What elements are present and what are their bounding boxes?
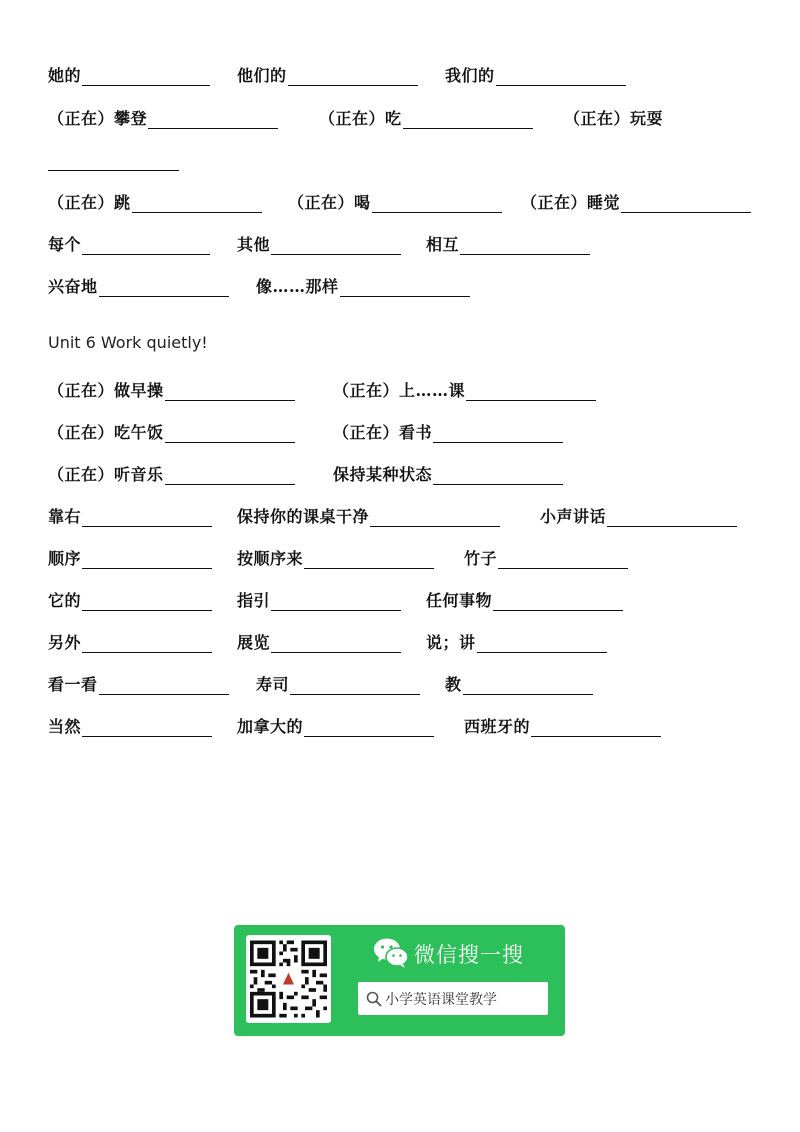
wechat-search-text: 小学英语课堂教学 — [385, 991, 497, 1008]
vocab-label: 相互 — [426, 235, 460, 254]
answer-blank[interactable] — [82, 634, 212, 653]
vocab-label: 像……那样 — [256, 277, 339, 296]
vocab-item — [48, 625, 212, 653]
vocab-label: 顺序 — [48, 549, 82, 568]
answer-blank[interactable] — [48, 152, 179, 171]
vocab-item — [540, 499, 737, 527]
answer-blank[interactable] — [271, 634, 401, 653]
worksheet-row — [0, 143, 800, 171]
answer-blank[interactable] — [82, 550, 212, 569]
vocab-label: 指引 — [237, 591, 271, 610]
vocab-label: 它的 — [48, 591, 82, 610]
worksheet-row — [0, 58, 800, 86]
answer-blank[interactable] — [271, 236, 401, 255]
answer-blank[interactable] — [82, 508, 212, 527]
worksheet-row — [0, 101, 800, 129]
answer-blank[interactable] — [466, 382, 596, 401]
vocab-item — [256, 269, 470, 297]
vocab-label: 其他 — [237, 235, 271, 254]
vocab-label: 竹子 — [464, 549, 498, 568]
vocab-label: 我们的 — [445, 66, 495, 85]
vocab-item — [521, 185, 751, 213]
vocab-item — [237, 583, 401, 611]
vocab-item — [48, 457, 295, 485]
vocab-item — [48, 269, 229, 297]
answer-blank[interactable] — [621, 194, 751, 213]
answer-blank[interactable] — [531, 718, 661, 737]
vocab-label: 每个 — [48, 235, 82, 254]
answer-blank[interactable] — [82, 67, 210, 86]
vocab-label: 说；讲 — [426, 633, 476, 652]
vocab-item — [256, 667, 420, 695]
worksheet-row — [0, 667, 800, 695]
vocab-label: 加拿大的 — [237, 717, 304, 736]
qr-code — [246, 935, 331, 1023]
vocab-label: （正在）吃 — [319, 109, 402, 128]
vocab-item — [48, 227, 210, 255]
vocab-label: 兴奋地 — [48, 277, 98, 296]
vocab-label: 保持你的课桌干净 — [237, 507, 370, 526]
vocab-label: （正在）睡觉 — [521, 193, 621, 212]
answer-blank[interactable] — [340, 278, 470, 297]
answer-blank[interactable] — [99, 278, 229, 297]
worksheet-row — [0, 269, 800, 297]
vocab-item — [48, 58, 210, 86]
answer-blank[interactable] — [132, 194, 262, 213]
vocab-label: 展览 — [237, 633, 271, 652]
qr-code-icon — [250, 940, 327, 1018]
vocab-item — [237, 499, 500, 527]
answer-blank[interactable] — [165, 424, 295, 443]
answer-blank[interactable] — [165, 466, 295, 485]
vocab-label: （正在）吃午饭 — [48, 423, 164, 442]
answer-blank[interactable] — [271, 592, 401, 611]
vocab-label: （正在）上……课 — [333, 381, 466, 400]
vocab-item — [48, 499, 212, 527]
vocab-item — [333, 373, 596, 401]
vocab-item — [48, 185, 262, 213]
vocab-item — [426, 625, 607, 653]
vocab-item — [48, 583, 212, 611]
vocab-label: 她的 — [48, 66, 82, 85]
vocab-item — [333, 415, 563, 443]
vocab-label: 西班牙的 — [464, 717, 531, 736]
vocab-item — [48, 415, 295, 443]
answer-blank[interactable] — [433, 466, 563, 485]
wechat-logo-icon — [373, 937, 409, 969]
vocab-label: 教 — [445, 675, 462, 694]
answer-blank[interactable] — [288, 67, 418, 86]
answer-blank[interactable] — [290, 676, 420, 695]
vocab-item — [237, 58, 418, 86]
vocab-item — [564, 101, 663, 129]
vocab-item — [464, 541, 628, 569]
vocab-label: 按顺序来 — [237, 549, 304, 568]
vocab-item — [48, 143, 179, 171]
answer-blank[interactable] — [493, 592, 623, 611]
vocab-label: （正在）听音乐 — [48, 465, 164, 484]
vocab-item — [426, 227, 590, 255]
vocab-item — [237, 709, 434, 737]
answer-blank[interactable] — [477, 634, 607, 653]
vocab-label: 他们的 — [237, 66, 287, 85]
vocab-item — [237, 625, 401, 653]
vocab-item — [48, 541, 212, 569]
vocab-item — [48, 709, 212, 737]
vocab-item — [319, 101, 533, 129]
vocab-label: （正在）做早操 — [48, 381, 164, 400]
vocab-item — [48, 373, 295, 401]
vocab-item — [48, 667, 229, 695]
worksheet-row — [0, 583, 800, 611]
wechat-search-card — [234, 925, 565, 1036]
vocab-label: 靠右 — [48, 507, 82, 526]
vocab-label: （正在）跳 — [48, 193, 131, 212]
worksheet-row — [0, 499, 800, 527]
vocab-label: 寿司 — [256, 675, 290, 694]
wechat-search-box[interactable] — [358, 982, 548, 1015]
vocab-label: 看一看 — [48, 675, 98, 694]
answer-blank[interactable] — [304, 718, 434, 737]
vocab-label: 保持某种状态 — [333, 465, 433, 484]
answer-blank[interactable] — [372, 194, 502, 213]
vocab-label: （正在）玩耍 — [564, 109, 664, 128]
vocab-label: 任何事物 — [426, 591, 493, 610]
vocab-item — [464, 709, 661, 737]
answer-blank[interactable] — [165, 382, 295, 401]
worksheet-row — [0, 541, 800, 569]
worksheet-row — [0, 373, 800, 401]
worksheet-row — [0, 625, 800, 653]
vocab-label: 当然 — [48, 717, 82, 736]
answer-blank[interactable] — [460, 236, 590, 255]
vocab-item — [426, 583, 623, 611]
vocab-label: （正在）喝 — [288, 193, 371, 212]
answer-blank[interactable] — [82, 718, 212, 737]
vocab-item — [48, 101, 278, 129]
vocab-label: 另外 — [48, 633, 82, 652]
answer-blank[interactable] — [99, 676, 229, 695]
answer-blank[interactable] — [433, 424, 563, 443]
vocab-item — [445, 58, 626, 86]
vocab-item — [288, 185, 502, 213]
vocab-label: （正在）看书 — [333, 423, 433, 442]
worksheet-row — [0, 709, 800, 737]
vocab-label: （正在）攀登 — [48, 109, 148, 128]
wechat-search-title: 微信搜一搜 — [414, 943, 524, 967]
worksheet-row — [0, 227, 800, 255]
answer-blank[interactable] — [607, 508, 737, 527]
worksheet-row — [0, 185, 800, 213]
answer-blank[interactable] — [496, 67, 626, 86]
answer-blank[interactable] — [304, 550, 434, 569]
vocab-label: 小声讲话 — [540, 507, 607, 526]
vocab-item — [237, 227, 401, 255]
worksheet-row — [0, 457, 800, 485]
answer-blank[interactable] — [403, 110, 533, 129]
vocab-item — [445, 667, 593, 695]
answer-blank[interactable] — [82, 236, 210, 255]
answer-blank[interactable] — [148, 110, 278, 129]
answer-blank[interactable] — [498, 550, 628, 569]
answer-blank[interactable] — [370, 508, 500, 527]
unit-heading: Unit 6 Work quietly! — [48, 333, 208, 352]
worksheet-row — [0, 415, 800, 443]
vocab-item — [237, 541, 434, 569]
vocab-item — [333, 457, 563, 485]
answer-blank[interactable] — [463, 676, 593, 695]
answer-blank[interactable] — [82, 592, 212, 611]
magnifier-icon — [366, 991, 382, 1007]
